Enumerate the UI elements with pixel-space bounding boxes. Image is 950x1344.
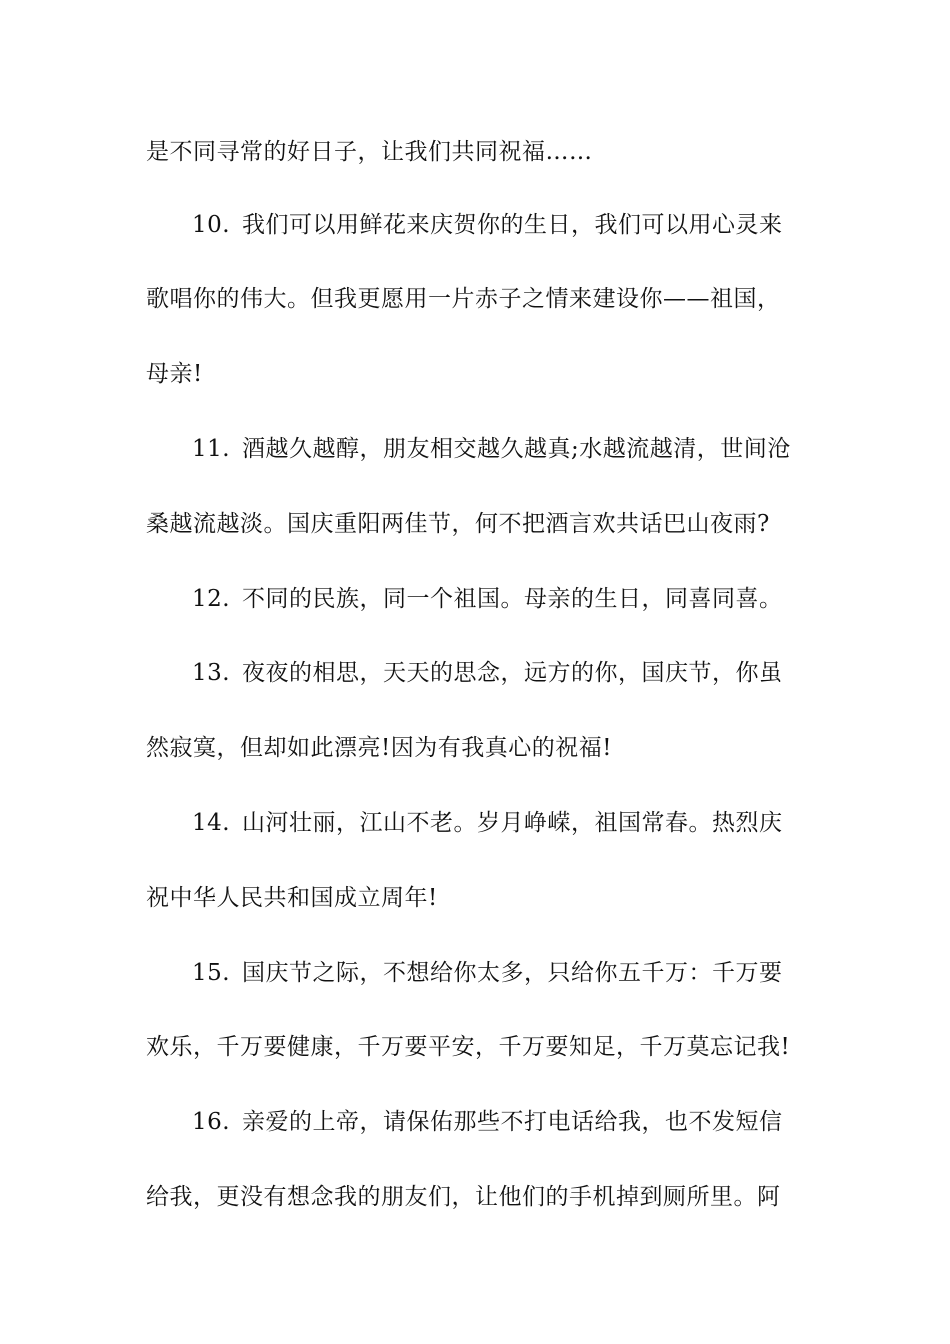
text-line — [146, 137, 811, 167]
text-line — [146, 1182, 811, 1212]
line-text: 国庆节之际，不想给你太多，只给你五千万：千万要 — [242, 960, 783, 986]
line-text: 歌唱你的伟大。但我更愿用一片赤子之情来建设你——祖国， — [146, 286, 781, 312]
text-line — [146, 1032, 811, 1062]
line-text: 桑越流越淡。国庆重阳两佳节，何不把酒言欢共话巴山夜雨? — [146, 511, 770, 537]
text-line — [146, 509, 811, 539]
line-text: 祝中华人民共和国成立周年! — [146, 885, 438, 911]
line-text: 山河壮丽，江山不老。岁月峥嵘，祖国常春。热烈庆 — [242, 810, 783, 836]
line-text: 酒越久越醇，朋友相交越久越真;水越流越清，世间沧 — [242, 436, 791, 462]
item-number: 12. — [192, 586, 231, 612]
line-text: 母亲! — [146, 361, 203, 387]
list-item-10-line-1 — [192, 210, 857, 240]
text-line — [146, 883, 811, 913]
list-item-11-line-1 — [192, 434, 857, 464]
text-line — [146, 284, 811, 314]
list-item-16-line-1 — [192, 1107, 857, 1137]
list-item-15-line-1 — [192, 958, 857, 988]
line-text: 亲爱的上帝，请保佑那些不打电话给我，也不发短信 — [242, 1109, 783, 1135]
list-item-14-line-1 — [192, 808, 857, 838]
text-line — [146, 733, 811, 763]
item-number: 15. — [192, 960, 231, 986]
line-text: 欢乐，千万要健康，千万要平安，千万要知足，千万莫忘记我! — [146, 1034, 791, 1060]
item-number: 14. — [192, 810, 231, 836]
item-number: 13. — [192, 660, 231, 686]
line-text: 夜夜的相思，天天的思念，远方的你，国庆节，你虽 — [242, 660, 783, 686]
item-number: 10. — [192, 212, 231, 238]
line-text: 给我，更没有想念我的朋友们，让他们的手机掉到厕所里。阿 — [146, 1184, 781, 1210]
list-item-12-line-1 — [192, 584, 857, 614]
item-number: 11. — [192, 436, 231, 462]
line-text: 然寂寞，但却如此漂亮!因为有我真心的祝福! — [146, 735, 612, 761]
line-text: 我们可以用鲜花来庆贺你的生日，我们可以用心灵来 — [242, 212, 783, 238]
text-line — [146, 359, 811, 389]
line-text: 是不同寻常的好日子，让我们共同祝福…… — [146, 139, 593, 165]
list-item-13-line-1 — [192, 658, 857, 688]
item-number: 16. — [192, 1109, 231, 1135]
line-text: 不同的民族，同一个祖国。母亲的生日，同喜同喜。 — [242, 586, 783, 612]
